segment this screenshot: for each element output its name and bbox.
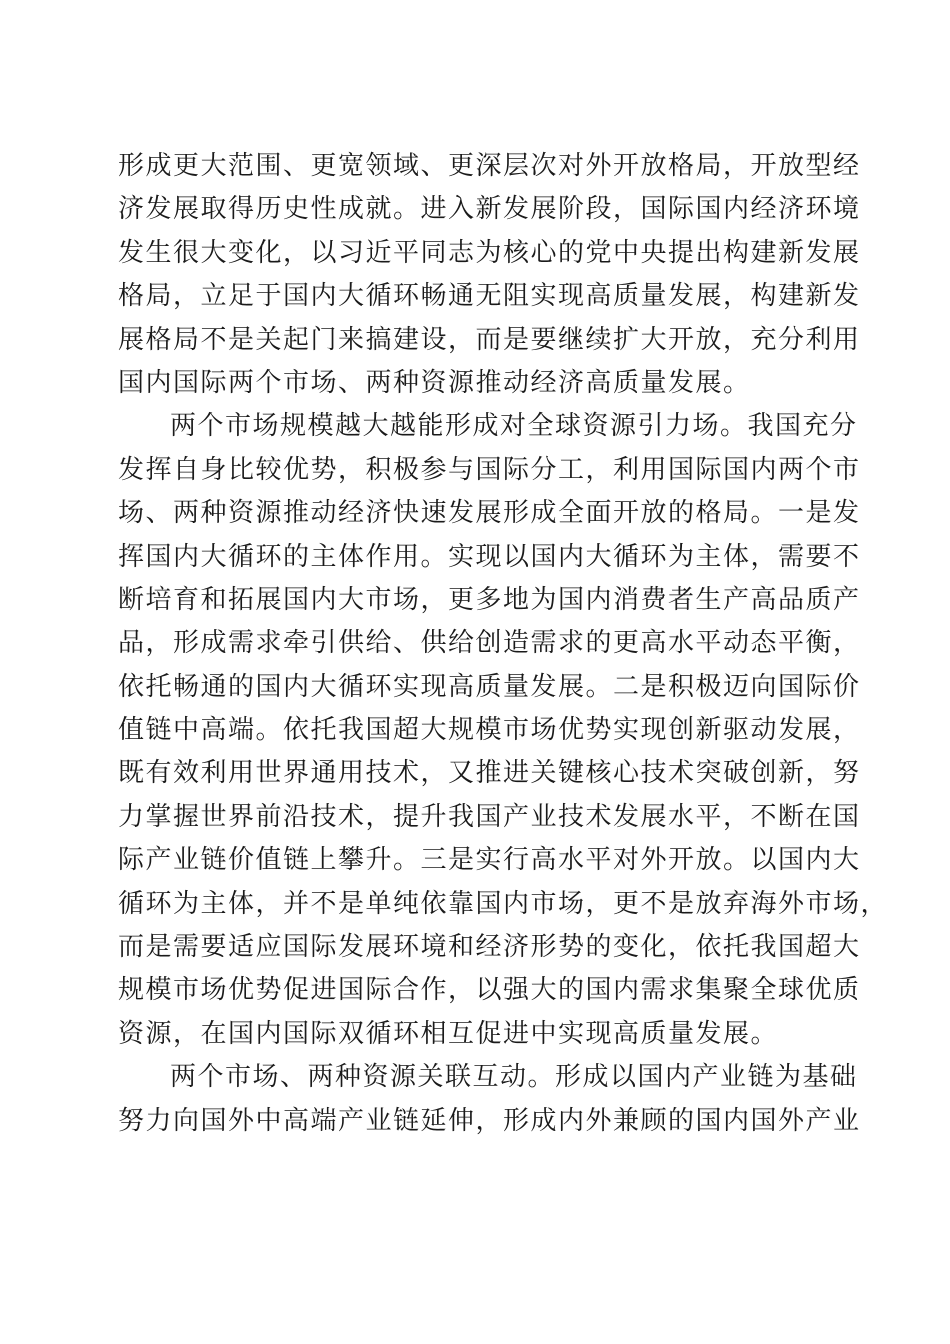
text-line: 而是需要适应国际发展环境和经济形势的变化，依托我国超大 — [118, 932, 861, 963]
text-line: 际产业链价值链上攀升。三是实行高水平对外开放。以国内大 — [118, 845, 861, 876]
body-text — [118, 145, 889, 1143]
text-line: 品，形成需求牵引供给、供给创造需求的更高水平动态平衡， — [118, 628, 861, 659]
text-line: 断培育和拓展国内大市场，更多地为国内消费者生产高品质产 — [118, 584, 861, 615]
text-line: 规模市场优势促进国际合作，以强大的国内需求集聚全球优质 — [118, 975, 861, 1006]
text-line: 循环为主体，并不是单纯依靠国内市场，更不是放弃海外市场， — [118, 888, 889, 919]
text-line: 努力向国外中高端产业链延伸，形成内外兼顾的国内国外产业 — [118, 1105, 861, 1136]
text-line: 国内国际两个市场、两种资源推动经济高质量发展。 — [118, 367, 751, 398]
text-line: 发生很大变化，以习近平同志为核心的党中央提出构建新发展 — [118, 237, 861, 268]
text-line: 力掌握世界前沿技术，提升我国产业技术发展水平，不断在国 — [118, 801, 861, 832]
text-line: 既有效利用世界通用技术，又推进关键核心技术突破创新，努 — [118, 758, 861, 789]
text-line: 形成更大范围、更宽领域、更深层次对外开放格局，开放型经 — [118, 151, 861, 181]
text-line: 场、两种资源推动经济快速发展形成全面开放的格局。一是发 — [118, 498, 861, 529]
text-line: 展格局不是关起门来搞建设，而是要继续扩大开放，充分利用 — [118, 324, 861, 355]
text-line: 值链中高端。依托我国超大规模市场优势实现创新驱动发展， — [118, 715, 861, 746]
text-line: 挥国内大循环的主体作用。实现以国内大循环为主体，需要不 — [118, 541, 861, 572]
text-line: 发挥自身比较优势，积极参与国际分工，利用国际国内两个市 — [118, 454, 861, 485]
text-line: 济发展取得历史性成就。进入新发展阶段，国际国内经济环境 — [118, 194, 861, 225]
paragraph-start-line: 两个市场规模越大越能形成对全球资源引力场。我国充分 — [170, 411, 858, 442]
paragraph-start-line: 两个市场、两种资源关联互动。形成以国内产业链为基础 — [170, 1062, 858, 1093]
text-line: 资源，在国内国际双循环相互促进中实现高质量发展。 — [118, 1018, 779, 1049]
text-line: 格局，立足于国内大循环畅通无阻实现高质量发展，构建新发 — [118, 281, 861, 312]
text-line: 依托畅通的国内大循环实现高质量发展。二是积极迈向国际价 — [118, 671, 861, 702]
